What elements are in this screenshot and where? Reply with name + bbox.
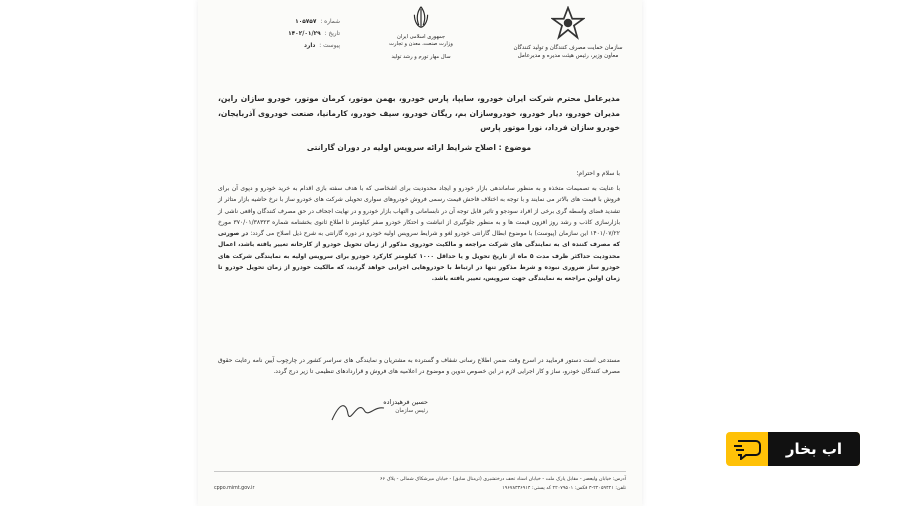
greeting: با سلام و احترام؛ (576, 170, 620, 177)
letter-page (198, 0, 642, 506)
year-motto: سال مهار تورم و رشد تولید (391, 54, 451, 60)
letter-meta (220, 16, 340, 52)
ministry-line-2: وزارت صنعت، معدن و تجارت (389, 41, 453, 47)
iran-emblem-icon (410, 4, 432, 30)
attachment-value: دارد (304, 43, 316, 49)
body-paragraph-1 (218, 183, 620, 285)
meta-attachment (220, 40, 340, 52)
meta-number (220, 16, 340, 28)
number-value: ۱۰۵۷۵۷ (295, 19, 317, 25)
addressee: مدیرعامل محترم شرکت ایران خودرو، سایپا، پارس خودرو، بهمن موتور، کرمان موتور، خودرو سازان راین، مدیران خودرو، دیار خودرو، خودروسازان بم، ریگان خودرو، سیف خودرو، کارمانیا، صنعت خودروی آذربایجان، خودرو سازان فرداد، نورا موتور پارس (218, 94, 620, 132)
para1-bold-text: در صورتی که مصرف کننده ای به نمایندگی های شرکت مراجعه و مالکیت خودروی مذکور از زمان تحویل خودرو از کارخانه تغییر یافته باشد، اعمال محدودیت حداکثر ظرف مدت ۵ ماه از تاریخ تحویل و یا حداقل ۱۰۰۰ کیلومتر کارکرد خودرو برای سرویس اولیه به نمایندگی شرکت های خودرو ساز ضروری نبوده و شرط مذکور تنها در ارتباط با خودروهایی اجرایی خواهد گردید، که مالکیت خودرو از زمان تحویل خودرو تا زمان اولین مراجعه به نمایندگی جهت سرویس، تغییر یافته باشد. (218, 230, 621, 283)
footer-website: cppo.mimt.gov.ir (214, 486, 255, 491)
body-paragraph-2: مستدعی است دستور فرمایید در اسرع وقت ضمن اطلاع رسانی شفاف و گسترده به مشتریان و نمایندگی های سراسر کشور در چارچوب آیین نامه رعایت حقوق مصرف کنندگان خودرو، ساز و کار اجرایی لازم در این خصوص تدوین و موضوع در اعلامیه های فروش و قراردادهای تنظیمی تا زیر درج گردد. (218, 357, 620, 376)
star-logo-icon (551, 6, 585, 40)
subject-line: موضوع : اصلاح شرایط ارائه سرویس اولیه در دوران گارانتی (306, 143, 532, 152)
org-line-2: معاون وزیر، رئیس هیئت مدیره و مدیرعامل (517, 53, 619, 59)
org-header (508, 6, 628, 60)
footer-address: آدرس: خیابان ولیعصر - مقابل پارک ملت - خیابان اسناد تحف درختشیری (ترمنال سابق) - خیابان میرشکاک شمالی - پلاک ۶۶ (379, 477, 626, 482)
speed-bubble-icon (734, 438, 762, 460)
signer-name: حسین فرهیدزاده (383, 398, 428, 406)
signature-scribble-icon (328, 396, 388, 428)
ministry-line-1: جمهوری اسلامی ایران (396, 34, 446, 40)
signer-title: رئیس سازمان (395, 408, 428, 414)
footer-contact-row (214, 484, 626, 493)
footer-phones: تلفن: ۲۲۰۵۹۴۲۱-۳ فکس: ۲۲۰۷۹۵۰۱ کد پستی: ۱۹۶۷۸۳۳۶۹۱۴ (502, 486, 626, 491)
para1-text: با عنایت به تصمیمات متخذه و به منظور ساماندهی بازار خودرو و ایجاد محدودیت برای اشخاصی که با هدف سفته بازی اقدام به خرید خودرو و دپوی آن برای فروش با قیمت های بالاتر می نمایند و با توجه به اختلاف فاحش قیمت رسمی فروش خودروهای سواری تحویلی شرکت های خودرو ساز با نرخ حاشیه بازار متاثر از تشدید فضای واسطه گری برخی از افراد سودجو و تاثیر قابل توجه آن در نابسامانی و التهاب بازار خودرو و در نهایت اجحاف در حق مصرف کنندگان واقعی ناشی از بازارسازی کاذب و رشد روز افزون قیمت ها و به منظور جلوگیری از انباشت و احتکار خودرو صفر کیلومتر تا اطلاع ثانوی بخشنامه شماره ۳۷۰/۰۱/۳۸۳۲۳ مورخ ۱۴۰۱/۰۷/۲۲ این سازمان (پیوست) با موضوع ابطال گارانتی خودرو لغو و شرایط سرویس اولیه خودرو در دوره گارانتی به شرح ذیل اصلاح می گردد: (218, 185, 620, 238)
watermark-text: اب بخار (768, 432, 860, 466)
date-label: تاریخ : (324, 31, 340, 37)
signature-block (318, 398, 428, 414)
number-label: شماره : (320, 19, 340, 25)
date-value: ۱۴۰۲/۰۱/۲۹ (288, 31, 321, 37)
site-watermark-logo (726, 432, 860, 466)
org-line-1: سازمان حمایت مصرف کنندگان و تولید کنندگان (513, 45, 623, 51)
ministry-header (366, 4, 476, 60)
attachment-label: پیوست : (319, 43, 340, 49)
meta-date (220, 28, 340, 40)
letter-footer (214, 471, 626, 493)
